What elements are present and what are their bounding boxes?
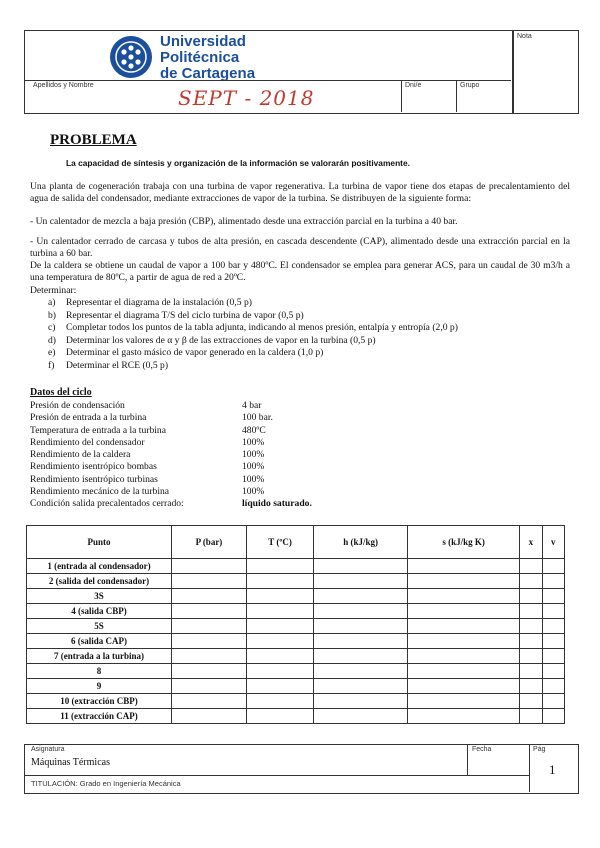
cell[interactable]: [408, 709, 520, 724]
point-label: 7 (entrada a la turbina): [27, 649, 172, 664]
cell[interactable]: [542, 649, 564, 664]
dato-row: [30, 498, 312, 510]
cell[interactable]: [314, 589, 408, 604]
cell[interactable]: [520, 619, 542, 634]
cell[interactable]: [172, 574, 247, 589]
page-title: PROBLEMA: [50, 132, 137, 148]
cell[interactable]: [542, 604, 564, 619]
dato-label: Rendimiento isentrópico turbinas: [30, 473, 158, 485]
university-line-3: de Cartagena: [160, 65, 256, 82]
point-label: 2 (salida del condensador): [27, 574, 172, 589]
cell[interactable]: [520, 559, 542, 574]
cell[interactable]: [520, 649, 542, 664]
dato-label: Rendimiento del condensador: [30, 436, 145, 448]
task-text: Determinar el gasto másico de vapor generado en la caldera (1,0 p): [66, 347, 324, 359]
handwritten-date: SEPT - 2018: [178, 86, 315, 110]
cell[interactable]: [246, 604, 313, 619]
table-row: [27, 664, 565, 679]
grupo-label: Grupo: [460, 82, 480, 89]
cell[interactable]: [246, 649, 313, 664]
cell[interactable]: [172, 664, 247, 679]
bullet-2: - Un calentador cerrado de carcasa y tubos de alta presión, en cascada descendente (CAP), alimentado desde una extracción parcial en la turbina a 60 bar.: [30, 236, 570, 259]
cell[interactable]: [246, 589, 313, 604]
dni-divider: [401, 80, 402, 112]
cell[interactable]: [314, 679, 408, 694]
asignatura-label: Asignatura: [31, 746, 65, 753]
task-f: [48, 360, 458, 373]
task-list: [48, 297, 458, 373]
table-header-row: [27, 526, 565, 559]
cell[interactable]: [542, 709, 564, 724]
intro-paragraph: Una planta de cogeneración trabaja con una turbina de vapor regenerativa. La turbina de vapor tiene dos etapas de precalentamiento del agua de salida del condensador, mediante extracciones de vapor de la turbina. Se distribuyen de la siguiente forma:: [30, 181, 570, 204]
cell[interactable]: [246, 574, 313, 589]
dato-label: Presión de condensación: [30, 400, 125, 411]
cell[interactable]: [246, 559, 313, 574]
cell[interactable]: [172, 604, 247, 619]
footer-divider-h: [24, 775, 529, 776]
cell[interactable]: [314, 664, 408, 679]
asignatura-value: Máquinas Térmicas: [31, 757, 110, 768]
dato-value: 4 bar: [242, 400, 262, 411]
task-text: Determinar el RCE (0,5 p): [66, 359, 169, 371]
dato-value: 100 bar.: [242, 412, 273, 424]
dato-label: Rendimiento mecánico de la turbina: [30, 486, 170, 498]
cell[interactable]: [542, 694, 564, 709]
cell[interactable]: [542, 664, 564, 679]
cell[interactable]: [172, 589, 247, 604]
task-letter: b): [48, 309, 56, 321]
dato-row: [30, 461, 312, 473]
col-header: P (bar): [172, 526, 247, 559]
table-row: [27, 559, 565, 574]
cell[interactable]: [172, 679, 247, 694]
cell[interactable]: [408, 679, 520, 694]
point-label: 5S: [27, 619, 172, 634]
task-letter: c): [48, 322, 56, 334]
task-letter: e): [48, 347, 56, 359]
nota-box: [513, 30, 579, 114]
cell[interactable]: [246, 709, 313, 724]
cell[interactable]: [542, 619, 564, 634]
cell[interactable]: [314, 574, 408, 589]
cell[interactable]: [408, 664, 520, 679]
dato-label: Temperatura de entrada a la turbina: [30, 424, 166, 436]
cell[interactable]: [520, 589, 542, 604]
point-label: 4 (salida CBP): [27, 604, 172, 619]
cell[interactable]: [314, 694, 408, 709]
cell[interactable]: [172, 694, 247, 709]
dato-value: 100%: [242, 436, 265, 448]
university-name: [160, 34, 255, 82]
cell[interactable]: [408, 634, 520, 649]
table-row: [27, 694, 565, 709]
caldera-paragraph: De la caldera se obtiene un caudal de vapor a 100 bar y 480ºC. El condensador se emplea para generar ACS, para un caudal de 30 m3/h a una temperatura de 80ºC, a partir de agua de red a 20ºC.: [30, 260, 570, 283]
cell[interactable]: [542, 559, 564, 574]
cell[interactable]: [314, 619, 408, 634]
dato-label: Rendimiento de la caldera: [30, 449, 131, 461]
cell[interactable]: [520, 574, 542, 589]
table-row: [27, 574, 565, 589]
col-header: T (ºC): [246, 526, 313, 559]
task-text: Determinar los valores de α y β de las extracciones de vapor en la turbina (0,5 p): [66, 334, 376, 346]
dato-value: líquido saturado.: [242, 498, 312, 510]
cell[interactable]: [314, 634, 408, 649]
nota-label: Nota: [517, 33, 532, 40]
cell[interactable]: [542, 634, 564, 649]
cell[interactable]: [246, 619, 313, 634]
datos-list: [30, 400, 312, 511]
point-label: 11 (extracción CAP): [27, 709, 172, 724]
task-text: Representar el diagrama de la instalación (0,5 p): [66, 297, 252, 308]
dato-row: [30, 400, 312, 412]
table-row: [27, 634, 565, 649]
name-line: [24, 80, 511, 81]
cell[interactable]: [408, 694, 520, 709]
cell[interactable]: [408, 559, 520, 574]
table-row: [27, 604, 565, 619]
dato-row: [30, 474, 312, 486]
dato-label: Condición salida precalentados cerrado:: [30, 498, 184, 510]
pag-label: Pág: [533, 746, 546, 753]
dato-row: [30, 412, 312, 424]
point-label: 3S: [27, 589, 172, 604]
page-number: 1: [549, 762, 556, 777]
table-row: [27, 679, 565, 694]
table-row: [27, 649, 565, 664]
cell[interactable]: [172, 634, 247, 649]
cell[interactable]: [520, 679, 542, 694]
determinar-label: Determinar:: [30, 285, 77, 296]
point-label: 6 (salida CAP): [27, 634, 172, 649]
grupo-divider: [456, 80, 457, 112]
datos-title: Datos del ciclo: [30, 387, 92, 398]
dato-row: [30, 425, 312, 437]
task-b: [48, 310, 458, 323]
cell[interactable]: [172, 709, 247, 724]
university-line-2: Politécnica: [160, 49, 240, 66]
cell[interactable]: [314, 559, 408, 574]
cell[interactable]: [520, 664, 542, 679]
fecha-label: Fecha: [472, 746, 492, 753]
cell[interactable]: [520, 634, 542, 649]
university-line-1: Universidad: [160, 33, 246, 50]
cell[interactable]: [408, 649, 520, 664]
cell[interactable]: [408, 589, 520, 604]
bullet-1: - Un calentador de mezcla a baja presión (CBP), alimentado desde una extracción parcial en la turbina a 40 bar.: [30, 216, 458, 227]
task-a: [48, 297, 458, 310]
dato-value: 100%: [242, 473, 265, 485]
table-row: [27, 709, 565, 724]
dato-label: Rendimiento isentrópico bombas: [30, 461, 157, 473]
task-letter: f): [48, 359, 55, 371]
cell[interactable]: [520, 709, 542, 724]
col-header: Punto: [27, 526, 172, 559]
cell[interactable]: [542, 679, 564, 694]
cell[interactable]: [542, 574, 564, 589]
task-e: [48, 347, 458, 360]
col-header: h (kJ/kg): [314, 526, 408, 559]
col-header: s (kJ/kg K): [408, 526, 520, 559]
task-letter: a): [48, 297, 56, 308]
point-label: 9: [27, 679, 172, 694]
cell[interactable]: [408, 619, 520, 634]
point-label: 10 (extracción CBP): [27, 694, 172, 709]
dato-row: [30, 449, 312, 461]
cell[interactable]: [172, 619, 247, 634]
university-logo-icon: [108, 34, 154, 80]
point-label: 8: [27, 664, 172, 679]
cell[interactable]: [246, 634, 313, 649]
cell[interactable]: [314, 649, 408, 664]
dato-value: 100%: [242, 449, 265, 461]
task-letter: d): [48, 334, 56, 346]
task-text: Completar todos los puntos de la tabla adjunta, indicando al menos presión, entalpía y entropía (2,0 p): [66, 322, 458, 334]
points-table: [26, 525, 565, 724]
nombre-label: Apellidos y Nombre: [33, 82, 94, 89]
dni-label: Dni/e: [405, 82, 422, 89]
cell[interactable]: [314, 604, 408, 619]
cell[interactable]: [172, 649, 247, 664]
titulacion-text: TITULACIÓN: Grado en Ingeniería Mecánica: [31, 779, 181, 788]
cell[interactable]: [172, 559, 247, 574]
dato-value: 100%: [242, 486, 265, 498]
page-subtitle: La capacidad de síntesis y organización de la información se valorarán positivamente.: [66, 158, 410, 168]
cell[interactable]: [246, 664, 313, 679]
footer-divider-v1: [467, 744, 468, 775]
cell[interactable]: [408, 574, 520, 589]
cell[interactable]: [408, 604, 520, 619]
cell[interactable]: [314, 709, 408, 724]
dato-value: 100%: [242, 461, 265, 473]
cell[interactable]: [246, 679, 313, 694]
task-d: [48, 335, 458, 348]
dato-row: [30, 437, 312, 449]
table-row: [27, 589, 565, 604]
col-header: x: [520, 526, 542, 559]
point-label: 1 (entrada al condensador): [27, 559, 172, 574]
dato-row: [30, 486, 312, 498]
task-c: [48, 322, 458, 335]
cell[interactable]: [520, 604, 542, 619]
col-header: v: [542, 526, 564, 559]
dato-value: 480ºC: [242, 424, 266, 436]
cell[interactable]: [520, 694, 542, 709]
cell[interactable]: [542, 589, 564, 604]
table-row: [27, 619, 565, 634]
footer-divider-v2: [529, 744, 530, 792]
cell[interactable]: [246, 694, 313, 709]
task-text: Representar el diagrama T/S del ciclo turbina de vapor (0,5 p): [66, 309, 304, 321]
dato-label: Presión de entrada a la turbina: [30, 412, 147, 424]
